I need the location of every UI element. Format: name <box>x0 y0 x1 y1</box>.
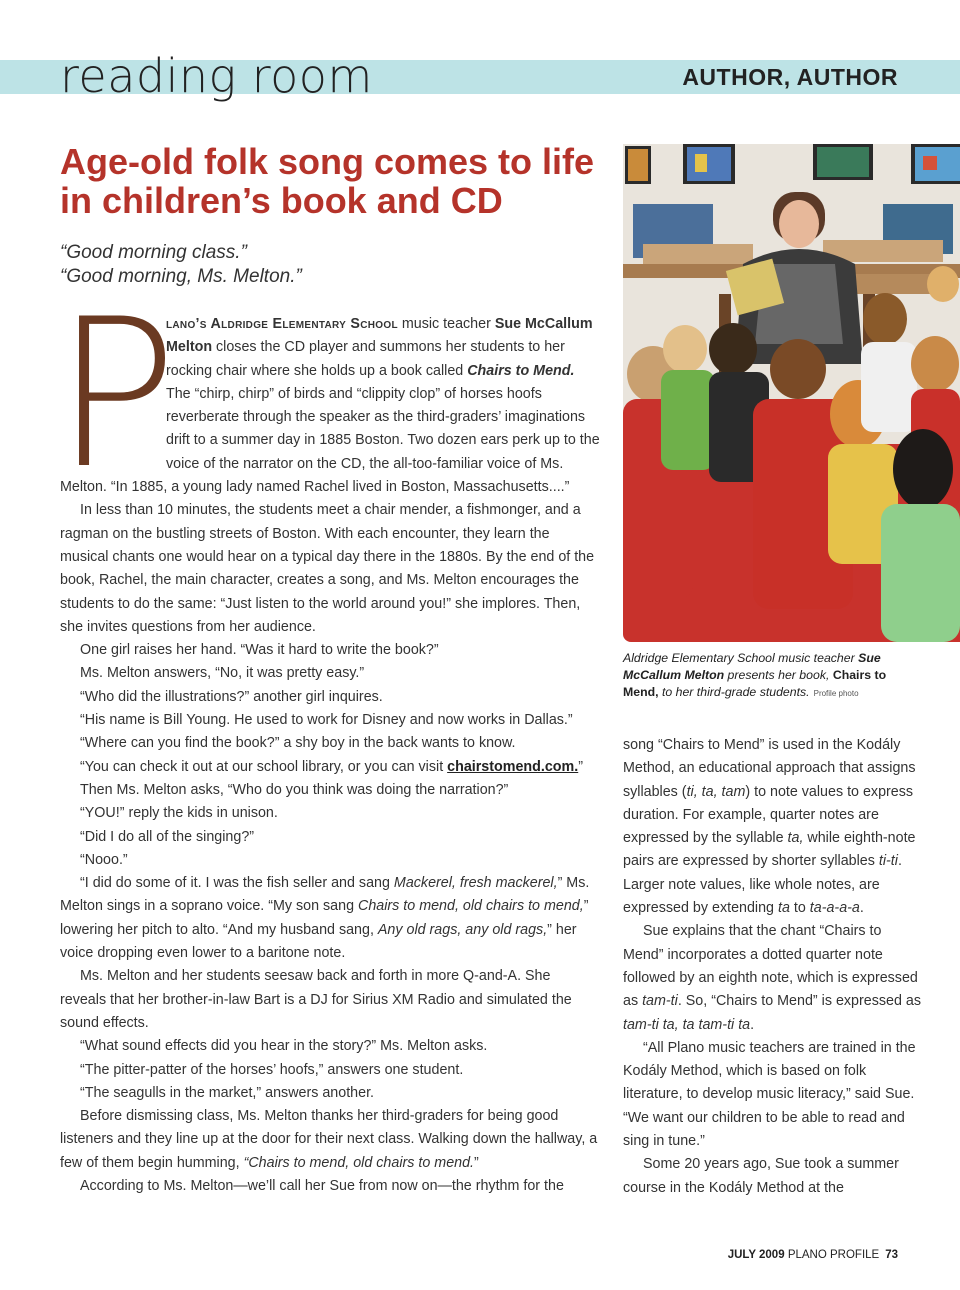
website-link[interactable]: chairstomend.com. <box>447 758 579 775</box>
paragraph: song “Chairs to Mend” is used in the Kodály Method, an educational approach that assigns syllables (ti, ta, tam) to note values to express duration. For example, quarter notes are expressed by the syllable ta, while eighth-note pairs are expressed by shorter syllables ti-ti. Larger note values, like whole notes, are expressed by extending ta to ta-a-a-a. <box>623 737 916 917</box>
paragraph: “What sound effects did you hear in the story?” Ms. Melton asks. <box>80 1038 488 1055</box>
paragraph: According to Ms. Melton—we’ll call her Sue from now on—the rhythm for the <box>80 1177 564 1194</box>
paragraph: “You can check it out at our school library, or you can visit chairstomend.com.” <box>80 758 583 775</box>
paragraph: Sue explains that the chant “Chairs to Mend” incorporates a dotted quarter note followed by an eighth note, which is expressed as tam-ti. So, “Chairs to Mend” is expressed as tam-ti ta, ta tam-ti ta. <box>623 923 921 1033</box>
paragraph: Some 20 years ago, Sue took a summer course in the Kodály Method at the <box>623 1156 899 1196</box>
drop-cap: P <box>54 276 178 514</box>
page-footer: JULY 2009 PLANO PROFILE 73 <box>727 1249 898 1261</box>
page-number: 73 <box>885 1249 898 1261</box>
paragraph: “The pitter-patter of the horses’ hoofs,” answers one student. <box>80 1061 464 1078</box>
photo-caption: Aldridge Elementary School music teacher Sue McCallum Melton presents her book, Chairs to Mend, to her third-grade students. Profile photo <box>623 651 887 699</box>
article-headline: Age-old folk song comes to life in children’s book and CD <box>60 141 595 221</box>
paragraph: “All Plano music teachers are trained in the Kodály Method, which is based on folk literature, to develop music literacy,” said Sue. “We want our children to be able to read and sing in tune.” <box>623 1039 916 1150</box>
paragraph: One girl raises her hand. “Was it hard to write the book?” <box>80 642 439 659</box>
quote-line: “Good morning class.” <box>60 242 247 263</box>
paragraph: “Did I do all of the singing?” <box>80 828 255 845</box>
photo-credit: Profile photo <box>813 689 859 698</box>
paragraph: Ms. Melton and her students seesaw back and forth in more Q-and-A. She reveals that her brother-in-law Bart is a DJ for Sirius XM Radio and simulated the sound effects. <box>60 968 572 1031</box>
paragraph: Ms. Melton answers, “No, it was pretty easy.” <box>80 665 365 682</box>
section-title: reading room <box>60 49 373 103</box>
paragraph: “Who did the illustrations?” another girl inquires. <box>80 688 383 705</box>
magazine-name: PLANO PROFILE <box>787 1249 880 1261</box>
section-label: AUTHOR, AUTHOR <box>682 64 898 90</box>
classroom-photo <box>623 144 960 642</box>
quote-line: “Good morning, Ms. Melton.” <box>60 266 302 287</box>
paragraph: In less than 10 minutes, the students meet a chair mender, a fishmonger, and a ragman on the bustling streets of Boston. With each encounter, they learn the musical chants one would hear on a typical day there in the 1880s. By the end of the book, Rachel, the main character, creates a song, and Ms. Melton encourages the students to do the same: “Just listen to the world around you!” she implores. Then, she invites questions from her audience. <box>60 502 595 635</box>
paragraph: “Nooo.” <box>80 851 128 868</box>
article-body-right <box>623 734 923 1200</box>
paragraph: Then Ms. Melton asks, “Who do you think was doing the narration?” <box>80 781 509 798</box>
paragraph: Before dismissing class, Ms. Melton thanks her third-graders for being good listeners and they line up at the door for their next class. Walking down the hallway, a few of them begin humming, “Chairs to mend, old chairs to mend.” <box>60 1108 598 1171</box>
paragraph: lano’s Aldridge Elementary School music teacher Sue McCallum Melton closes the CD player and summons her students to her rocking chair where she holds up a book called Chairs to Mend. The “chirp, chirp” of birds and “clippity clop” of horses hoofs reverberate through the speaker as the third-graders’ imaginations drift to a summer day in 1885 Boston. Two dozen ears perk up to the voice of the narrator on the CD, the all-too-familiar voice of Ms. Melton. “In 1885, a young lady named Rachel lived in Boston, Massachusetts....” <box>60 316 600 496</box>
paragraph: “The seagulls in the market,” answers another. <box>80 1084 375 1101</box>
paragraph: “I did do some of it. I was the fish seller and sang Mackerel, fresh mackerel,” Ms. Melton sings in a soprano voice. “My son sang Chairs to mend, old chairs to mend,” lowering her pitch to alto. “And my husband sang, Any old rags, any old rags,” her voice dropping even lower to a baritone note. <box>60 875 590 962</box>
paragraph: “His name is Bill Young. He used to work for Disney and now works in Dallas.” <box>80 712 573 729</box>
paragraph: “Where can you find the book?” a shy boy in the back wants to know. <box>80 735 516 752</box>
paragraph: “YOU!” reply the kids in unison. <box>80 805 278 822</box>
